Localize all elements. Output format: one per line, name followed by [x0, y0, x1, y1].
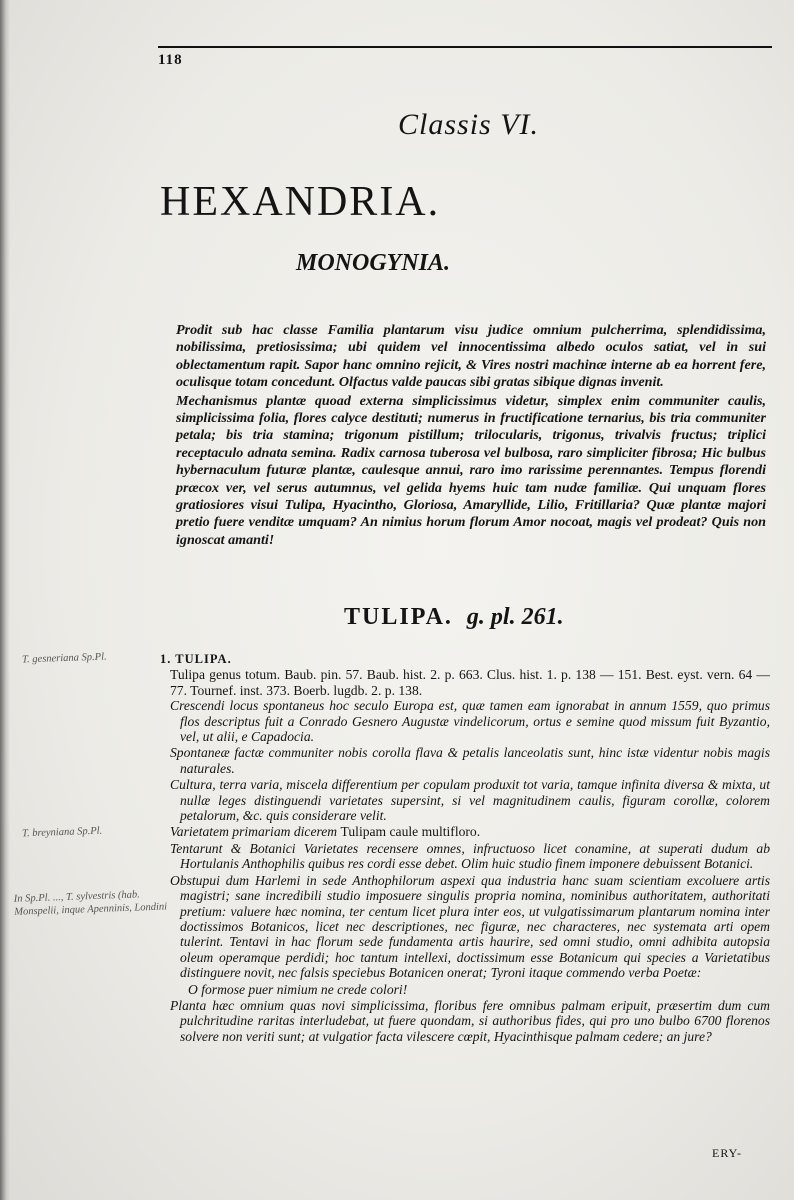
genus-name: TULIPA. [344, 604, 453, 630]
margin-note-2: T. breyniana Sp.Pl. [21, 825, 103, 840]
entry-paragraph-spontaneae: Spontaneæ factæ communiter nobis corolla flava & petalis lanceolatis sunt, hinc istæ videntur nobis magis naturales. [170, 745, 770, 776]
entry-paragraph-locus: Crescendi locus spontaneus hoc seculo Europa est, quæ tamen eam ignorabat in annum 1559, quo primus flos descriptus fuit a Conrado Gesnero Augustæ vindelicorum, ortus e semine quod missum fuit Byzantio, vel, ut alii, e Capadocia. [170, 698, 770, 745]
verse-quote: O formose puer nimium ne crede colori! [188, 981, 408, 997]
margin-note-3: In Sp.Pl. ..., T. sylvestris (hab. Monspelii, inque Apenninis, Londini [13, 889, 168, 918]
synonym-line: Tulipa genus totum. Baub. pin. 57. Baub. hist. 2. p. 663. Clus. hist. 1. p. 138 — 151. Best. eyst. vern. 64 — 77. Tournef. inst. 373. Boerb. lugdb. 2. p. 138. [170, 667, 770, 698]
genus-heading [344, 604, 564, 631]
entry-paragraph-cultura: Cultura, terra varia, miscela differentium per copulam produxit tot varia, tamque infinita diversa & mixta, ut nullæ leges distinguendi varietates supersint, si vel magnitudinem caulis, figuram corollæ, colorem petalorum, &c. quis considerare velit. [170, 777, 770, 824]
entry-paragraph-tentarunt: Tentarunt & Botanici Varietates recensere omnes, infructuoso licet conamine, at superati dudum ab Hortulanis Anthophilis quibus res cordi esse debet. Olim huic studio finem imponere debuissent Botanici. [170, 840, 770, 872]
page-spine-shadow [0, 0, 10, 1200]
sub-title: MONOGYNIA. [296, 250, 451, 276]
margin-note-1: T. gesneriana Sp.Pl. [21, 651, 107, 666]
species-entry [160, 652, 770, 1045]
varietatem-italic-text: Varietatem primariam dicerem [170, 824, 338, 840]
varietatem-roman-text: Tulipam caule multifloro. [340, 824, 481, 840]
main-title: HEXANDRIA. [160, 179, 441, 225]
catchword: ERY- [712, 1146, 743, 1160]
entry-paragraph-planta: Planta hæc omnium quas novi simplicissima, floribus fere omnibus palmam eripuit, præsertim dum cum pulchritudine raritas interludebat, ut fuere quondam, si authoribus fides, qui pro uno bulbo 6700 florenos solvere non veriti sunt; at vulgatior facta vilescere cœpit, Hyacinthisque palmam cedere; an jure? [170, 997, 770, 1044]
entry-paragraph-obstupui: Obstupui dum Harlemi in sede Anthophilorum aspexi qua industria hanc suam scientiam excoluere artis magistri; sane incredibili studio imposuere singulis propria nomina, nominibus authoritatem, authoritati pretium: valuere hæc nomina, ter centum licet plura inter eos, ut vulgatissimarum plantarum nomina inter doctissimos Botanicos, licet nec descriptiones, nec figuræ, nec characteres, nec systemata arti opem tulerint. Tentavi in hac florum sede fundamenta artis haurire, sed omni studio, omni adhibita autopsia oleum operamque perdidi; hoc tantum intellexi, doctissimum esse Botanicum qui species a Varietatibus distinguere novit, nec falsis speciebus Botanicen onerat; Tyroni itaque commendo verba Poetæ: [170, 872, 770, 981]
page-number: 118 [158, 52, 183, 68]
intro-paragraph-1: Prodit sub hac classe Familia plantarum visu judice omnium pulcherrima, splendidissima, nobilissima, pretiosissima; ubi quidem vel innocentissima albedo oculos satiat, vel in sui oblectamentum rapit. Sapor hanc omnino rejicit, & Vires nostri machinæ interne ab ea horrent fere, oculisque totam concedunt. Olfactus valde paucas sibi gratas sibique dignas invenit. [176, 322, 766, 391]
entry-title: 1. TULIPA. [160, 652, 232, 666]
intro-paragraph-2: Mechanismus plantæ quoad externa simplicissimus videtur, simplex enim communiter caulis, simplicissima folia, flores calyce destituti; numerus in fructificatione ternarius, bis tria communiter petala; bis tria stamina; trigonum pistillum; trilocularis, trigonus, trivalvis fructus; triplici receptaculo adnata semina. Radix carnosa tuberosa vel bulbosa, raro simpliciter fibrosa; Hic bulbus hybernaculum futuræ plantæ, caulesque annui, raro imo rarissime perennantes. Tempus florendi præcox ver, vel serus autumnus, vel gelida hyems huic tam nudæ familiæ. Qui unquam flores gratiosiores visui Tulipa, Hyacintho, Gloriosa, Amaryllide, Lilio, Fritillaria? Quæ plantæ majori pretio fuere venditæ umquam? An nimius horum florum Amor nocoat, magis vel prodeat? Quis non ignoscat amanti! [176, 392, 766, 548]
header-rule [158, 46, 772, 48]
entry-paragraph-varietatem [170, 824, 770, 839]
introduction [176, 322, 766, 550]
genus-reference: g. pl. 261. [466, 604, 564, 630]
class-title: Classis VI. [398, 108, 540, 141]
